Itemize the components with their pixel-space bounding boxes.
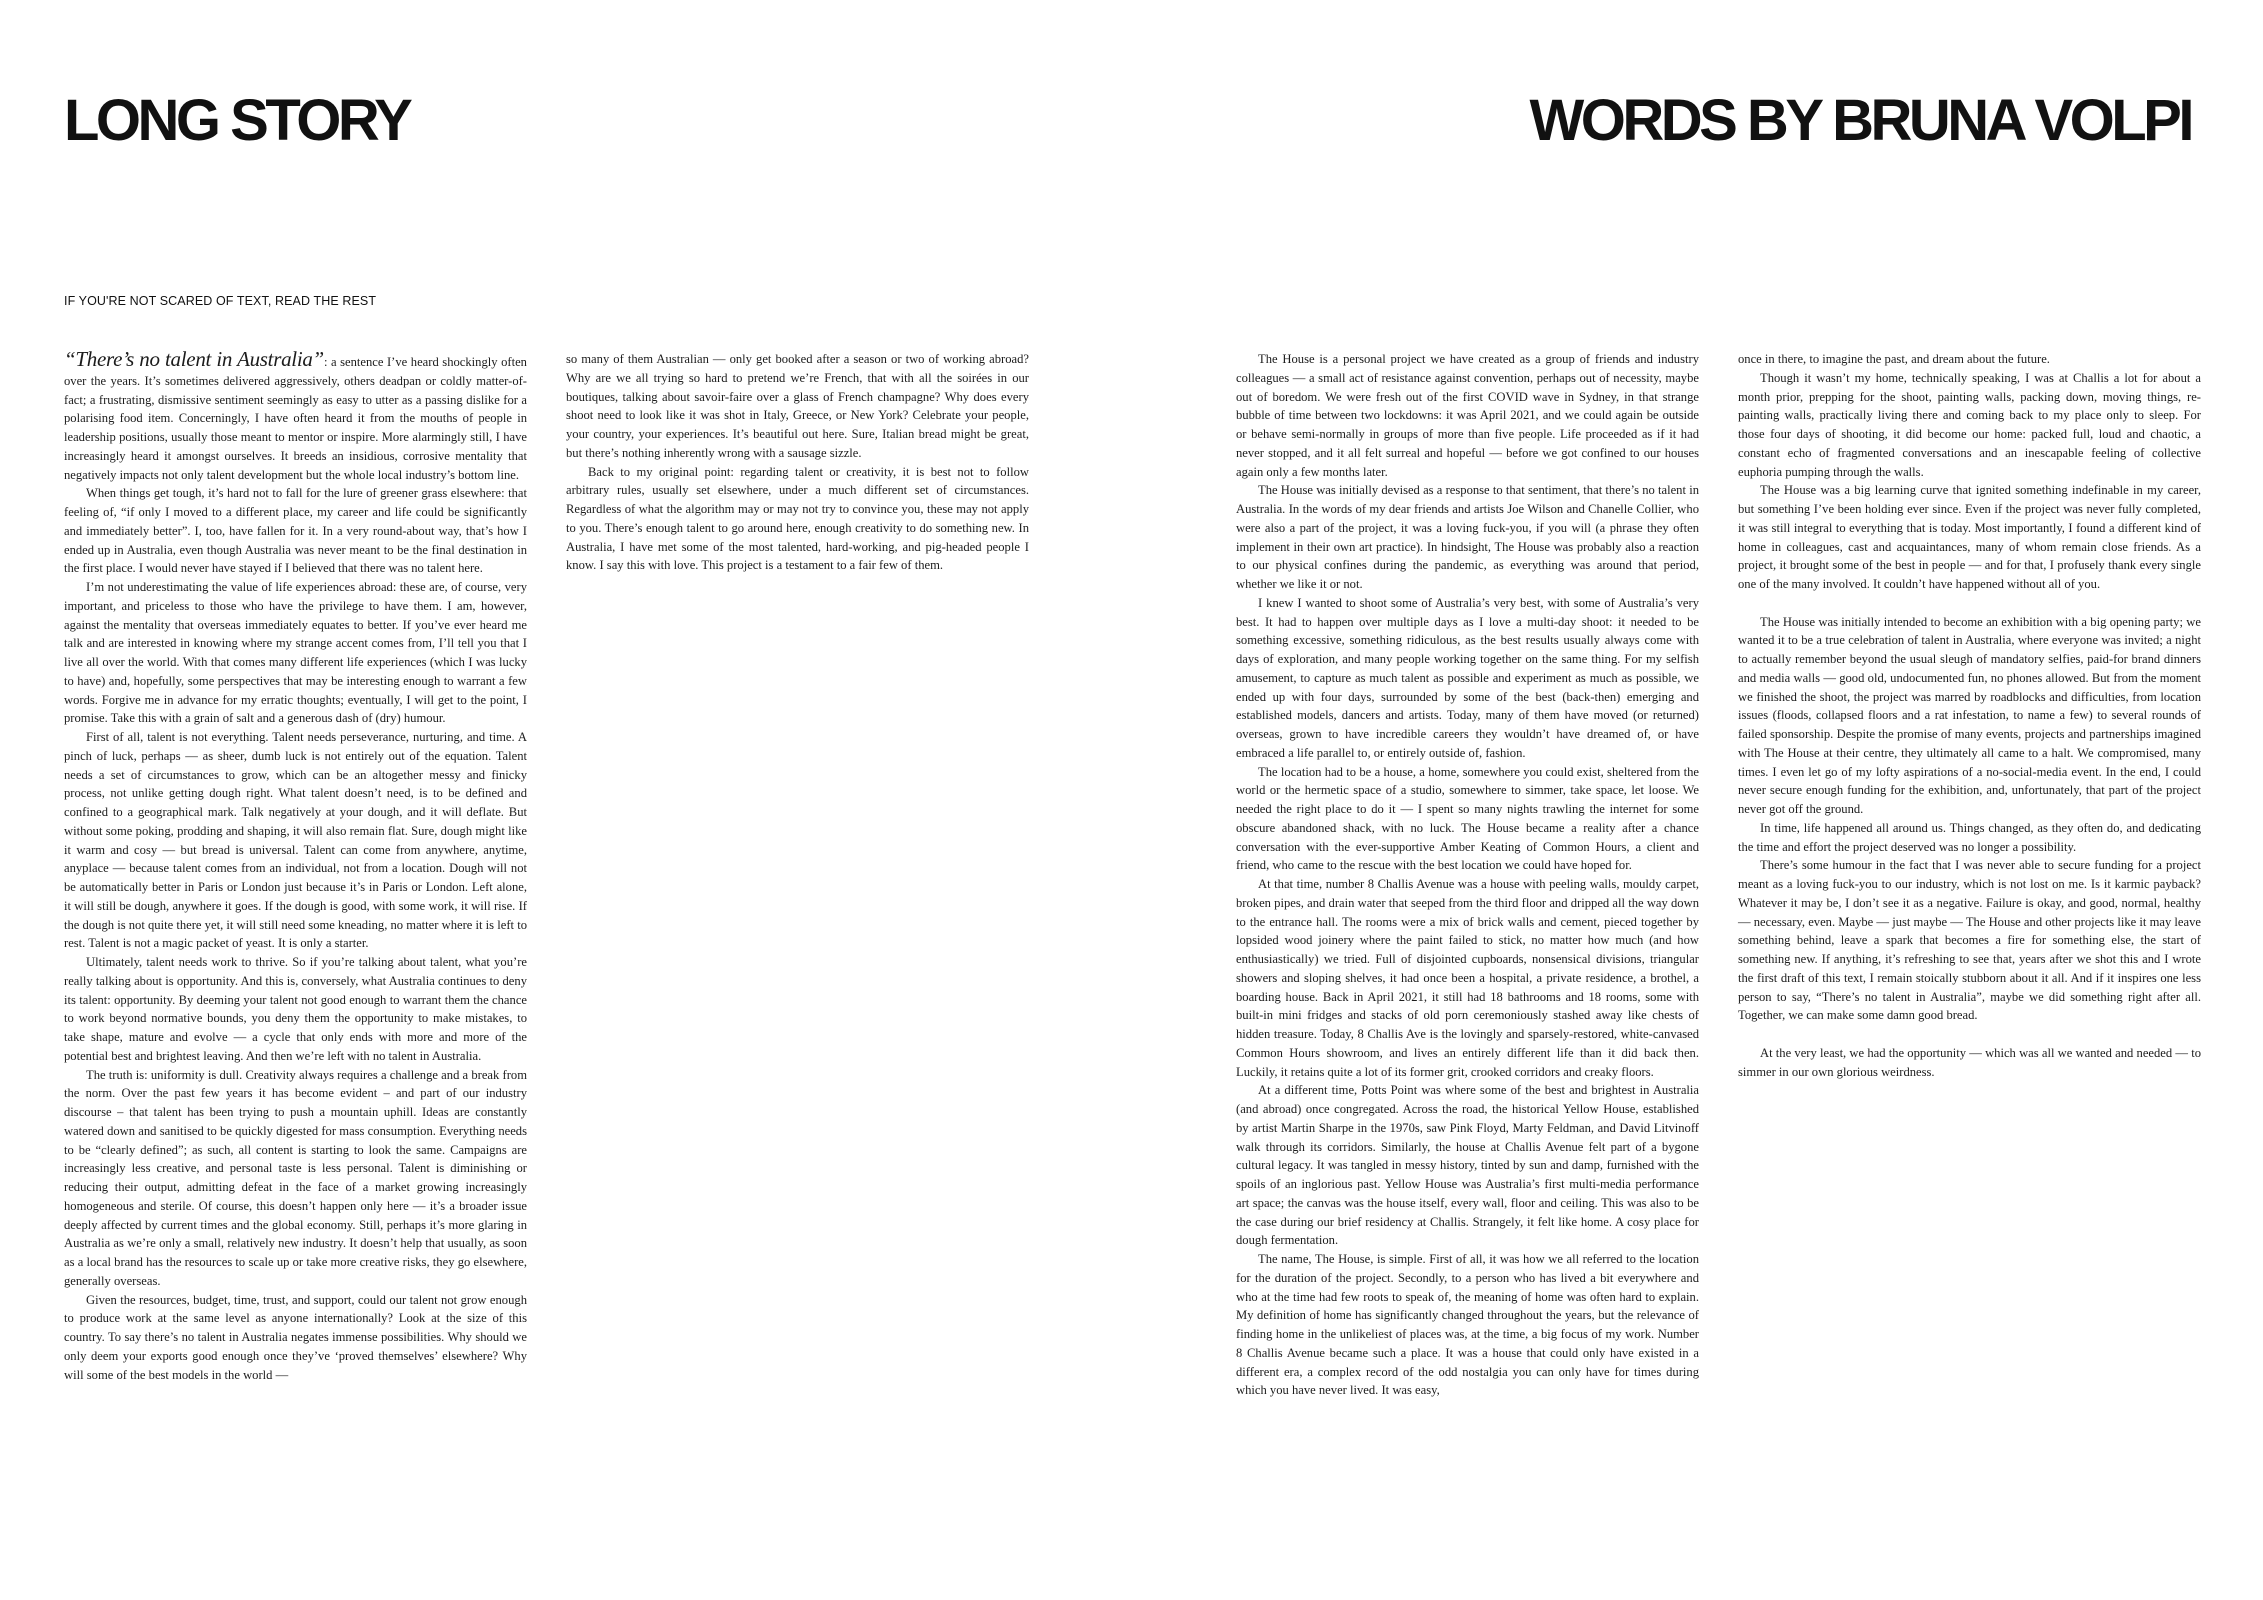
- article-paragraph: Ultimately, talent needs work to thrive. So if you’re talking about talent, what you’re really talking about is opportunity. And this is, conversely, what Australia continues to deny its talent: opportunity. By deeming your talent not good enough to warrant them the chance to work beyond normative bounds, you deny them the opportunity to make mistakes, to take shape, mature and evolve — a cycle that only ends with more and more of the potential best and brightest leaving. And then we’re left with no talent in Australia.: [64, 955, 527, 1063]
- article-paragraph: once in there, to imagine the past, and dream about the future.: [1738, 352, 2050, 366]
- kicker: IF YOU'RE NOT SCARED OF TEXT, READ THE REST: [64, 294, 377, 308]
- article-paragraph: At that time, number 8 Challis Avenue was a house with peeling walls, mouldy carpet, broken pipes, and drain water that seeped from the third floor and dripped all the way down to the entrance hall. The rooms were a mix of brick walls and cement, pieced together by lopsided wood joinery where the paint failed to stick, no matter how much (and how enthusiastically) we tried. Full of disjointed cupboards, nonsensical divisions, triangular showers and sloping shelves, it had once been a hospital, a private residence, a brothel, a boarding house. Back in April 2021, it still had 18 bathrooms and 18 rooms, some with built-in mini fridges and stacks of old porn ceremoniously stashed away like chests of hidden treasure. Today, 8 Challis Ave is the lovingly and sparsely-restored, white-canvased Common Hours showroom, and lives an entirely different life than it did back then. Luckily, it retains quite a lot of its former grit, crooked corridors and creaky floors.: [1236, 877, 1699, 1079]
- pull-quote-lede: “There’s no talent in Australia”: [64, 347, 324, 371]
- article-paragraph: I’m not underestimating the value of life experiences abroad: these are, of course, very important, and priceless to those who have the privilege to have them. I am, however, against the mentality that overseas immediately equates to better. If you’ve ever heard me talk and are interested in knowing where my strange accent comes from, I’ll tell you that I live all over the world. With that comes many different life experiences (which I was lucky to have) and, hopefully, some perspectives that may be interesting enough to warrant a few words. Forgive me in advance for my erratic thoughts; eventually, I will get to the point, I promise. Take this with a grain of salt and a generous dash of (dry) humour.: [64, 580, 527, 726]
- article-paragraph: [64, 347, 527, 484]
- article-paragraph: The truth is: uniformity is dull. Creativity always requires a challenge and a break from the norm. Over the past few years it has become evident – and part of our industry discourse – that talent has been trying to push a mountain uphill. Ideas are constantly watered down and sanitised to be quickly digested for mass consumption. Everything needs to be “clearly defined”; as such, all content is starting to look the same. Campaigns are increasingly less creative, and personal taste is less personal. Talent is diminishing or reducing their output, admitting defeat in the face of a market growing increasingly homogeneous and sterile. Of course, this doesn’t happen only here — it’s a broader issue deeply affected by current times and the global economy. Still, perhaps it’s more glaring in Australia as we’re only a small, relatively new industry. It doesn’t help that usually, as soon as a local brand has the resources to scale up or take more creative risks, they go elsewhere, generally overseas.: [64, 1067, 527, 1288]
- article-paragraph: When things get tough, it’s hard not to fall for the lure of greener grass elsewhere: that feeling of, “if only I moved to a different place, my career and life could be significantly and immediately better”. I, too, have fallen for it. In a very round-about way, that’s how I ended up in Australia, even though Australia was never meant to be the final destination in the first place. I would never have stayed if I believed that there was no talent here.: [64, 486, 527, 576]
- paragraph-text: : a sentence I’ve heard shockingly often over the years. It’s sometimes delivered aggressively, others deadpan or coldly matter-of-fact; a frustrating, dismissive sentiment seemingly as easy to utter as a passing dislike for a polarising food item. Concerningly, I have often heard it from the mouths of people in leadership positions, usually those meant to mentor or inspire. More alarmingly still, I have increasingly heard it amongst ourselves. It breeds an insidious, corrosive mentality that negatively impacts not only talent development but the whole local industry’s bottom line.: [64, 355, 527, 482]
- article-paragraph: The name, The House, is simple. First of all, it was how we all referred to the location for the duration of the project. Secondly, to a person who has lived a bit everywhere and who at the time had few roots to speak of, the meaning of home was often hard to explain. My definition of home has significantly changed throughout the years, but the relevance of finding home in the unlikeliest of places was, at the time, a big focus of my work. Number 8 Challis Avenue became such a place. It was a house that could only have existed in a different era, a complex record of the odd nostalgia you can only have for times during which you have never lived. It was easy,: [1236, 1252, 1699, 1398]
- article-paragraph: The location had to be a house, a home, somewhere you could exist, sheltered from the world or the hermetic space of a studio, somewhere to simmer, take space, let loose. We needed the right place to do it — I spent so many nights trawling the internet for some obscure abandoned shack, with no luck. The House became a reality after a chance conversation with the ever-supportive Amber Keating of Common Hours, a client and friend, who came to the rescue with the best location we could have hoped for.: [1236, 764, 1699, 873]
- article-paragraph: The House was a big learning curve that ignited something indefinable in my career, but something I’ve been holding ever since. Even if the project was never fully completed, it was still integral to everything that is today. Most importantly, I found a different kind of home in colleagues, cast and acquaintances, many of whom remain close friends. As a project, it brought some of the best in people — and for that, I profusely thank every single one of the many involved. It couldn’t have happened without all of you.: [1738, 483, 2201, 591]
- article-paragraph: I knew I wanted to shoot some of Australia’s very best, with some of Australia’s very best. It had to happen over multiple days as I love a multi-day shoot: it needed to be something excessive, something ridiculous, as the best results usually always come with days of exploration, and many people working together on the same thing. For my selfish amusement, to capture as much talent as possible and experiment as much as possible, we ended up with four days, surrounded by some of the best (back-then) emerging and established models, dancers and artists. Today, many of them have moved (or returned) overseas, grown to have incredible careers they wouldn’t have dreamed of, or have embraced a life parallel to, or entirely outside of, fashion.: [1236, 595, 1699, 760]
- section-title: LONG STORY: [64, 88, 410, 153]
- article-column-4: [1738, 350, 2201, 1081]
- article-paragraph: so many of them Australian — only get booked after a season or two of working abroad? Why are we all trying so hard to pretend we’re French, that with all the soirées in our boutiques, talking about savoir-faire over a glass of French champagne? Why does every shoot need to look like it was shot in Italy, Greece, or New York? Celebrate your people, your country, your experiences. It’s beautiful out here. Sure, Italian bread might be great, but there’s nothing inherently wrong with a sausage sizzle.: [566, 352, 1029, 460]
- article-paragraph: First of all, talent is not everything. Talent needs perseverance, nurturing, and time. A pinch of luck, perhaps — as sheer, dumb luck is not entirely out of the equation. Talent needs a set of circumstances to grow, which can be an altogether messy and finicky process, not unlike getting dough right. What talent doesn’t need, is to be defined and confined to a geographical mark. Talk negatively at your dough, and it will deflate. But without some poking, prodding and shaping, it will also remain flat. Sure, dough might like it warm and cosy — but bread is universal. Talent can come from anywhere, anytime, anyplace — because talent comes from an individual, not from a location. Dough will not be automatically better in Paris or London just because it’s in Paris or London. Left alone, it will still be dough, anywhere it goes. If the dough is good, with some work, it will rise. If the dough is not quite there yet, it will still need some kneading, no matter where it is left to rest. Talent is not a magic packet of yeast. It is only a starter.: [64, 730, 527, 951]
- article-column-1: [64, 347, 527, 1384]
- article-paragraph: The House was initially devised as a response to that sentiment, that there’s no talent in Australia. In the words of my dear friends and artists Joe Wilson and Chanelle Collier, who were also a part of the project, it was a loving fuck-you, if you will (a phrase they often implement in their own art practice). In hindsight, The House was probably also a reaction to our physical confines during the pandemic, as everything was around that period, whether we like it or not.: [1236, 483, 1699, 591]
- article-paragraph: The House is a personal project we have created as a group of friends and industry colleagues — a small act of resistance against convention, perhaps out of necessity, maybe out of boredom. We were fresh out of the first COVID wave in Sydney, in that strange bubble of time between two lockdowns: it was April 2021, and we could again be outside or behave semi-normally in groups of more than five people. Life proceeded as if it had never stopped, and it all felt surreal and hopeful — before we got confined to our houses again only a few months later.: [1236, 352, 1699, 479]
- article-paragraph: There’s some humour in the fact that I was never able to secure funding for a project meant as a loving fuck-you to our industry, which is not lost on me. Is it karmic payback? Whatever it may be, I don’t see it as a negative. Failure is okay, and good, normal, healthy — necessary, even. Maybe — just maybe — The House and other projects like it may leave something behind, leave a spark that becomes a fire for something else, the start of something new. If anything, it’s refreshing to see that, years after we shot this and I wrote the first draft of this text, I remain stoically stubborn about it all. And if it inspires one less person to say, “There’s no talent in Australia”, maybe we did something right after all. Together, we can make some damn good bread.: [1738, 858, 2201, 1023]
- article-paragraph: At the very least, we had the opportunity — which was all we wanted and needed — to simmer in our own glorious weirdness.: [1738, 1045, 2201, 1079]
- article-paragraph: In time, life happened all around us. Things changed, as they often do, and dedicating the time and effort the project deserved was no longer a possibility.: [1738, 820, 2201, 854]
- article-paragraph: The House was initially intended to become an exhibition with a big opening party; we wanted it to be a true celebration of talent in Australia, where everyone was invited; a night to actually remember beyond the usual sleugh of mandatory selfies, paid-for brand dinners and media walls — good old, undocumented fun, no phones allowed. But from the moment we finished the shoot, the project was marred by roadblocks and difficulties, from location issues (floods, collapsed floors and a rat infestation, to name a few) to several rounds of failed sponsorship. Despite the promise of many events, projects and partnerships imagined with The House at their centre, they ultimately all came to a halt. We compromised, many times. I even let go of my lofty aspirations of a no-social-media event. In the end, I could never secure enough funding for the exhibition, and, unfortunately, that part of the project never got off the ground.: [1738, 614, 2201, 816]
- article-paragraph: Given the resources, budget, time, trust, and support, could our talent not grow enough to produce work at the same level as anyone internationally? Look at the size of this country. To say there’s no talent in Australia negates immense possibilities. Why should we only deem your exports good enough once they’ve ‘proved themselves’ elsewhere? Why will some of the best models in the world —: [64, 1292, 527, 1382]
- article-paragraph: Back to my original point: regarding talent or creativity, it is best not to follow arbitrary rules, usually set elsewhere, under a much different set of circumstances. Regardless of what the algorithm may or may not try to convince you, these may not apply to you. There’s enough talent to go around here, enough creativity to do something new. In Australia, I have met some of the most talented, hard-working, and pig-headed people I know. I say this with love. This project is a testament to a fair few of them.: [566, 464, 1029, 573]
- article-column-3: [1236, 350, 1699, 1400]
- article-paragraph: At a different time, Potts Point was where some of the best and brightest in Australia (and abroad) once congregated. Across the road, the historical Yellow House, established by artist Martin Sharpe in the 1970s, saw Pink Floyd, Marty Feldman, and David Litvinoff walk through its corridors. Similarly, the house at Challis Avenue felt part of a bygone cultural legacy. It was tangled in messy history, tinted by sun and damp, furnished with the spoils of an inglorious past. Yellow House was Australia’s first multi-media performance art space; the canvas was the house itself, every wall, floor and ceiling. This was also to be the case during our brief residency at Challis. Strangely, it felt like home. A cosy place for dough fermentation.: [1236, 1083, 1699, 1248]
- byline: WORDS BY BRUNA VOLPI: [1529, 88, 2191, 153]
- article-paragraph: Though it wasn’t my home, technically speaking, I was at Challis a lot for about a month prior, prepping for the shoot, painting walls, packing down, moving things, re-painting walls, practically living there and coming back to my place only to sleep. For those four days of shooting, it did become our home: packed full, loud and chaotic, a constant echo of fragmented conversations and an inescapable feeling of collective euphoria pumping through the walls.: [1738, 370, 2201, 479]
- article-column-2: [566, 350, 1029, 575]
